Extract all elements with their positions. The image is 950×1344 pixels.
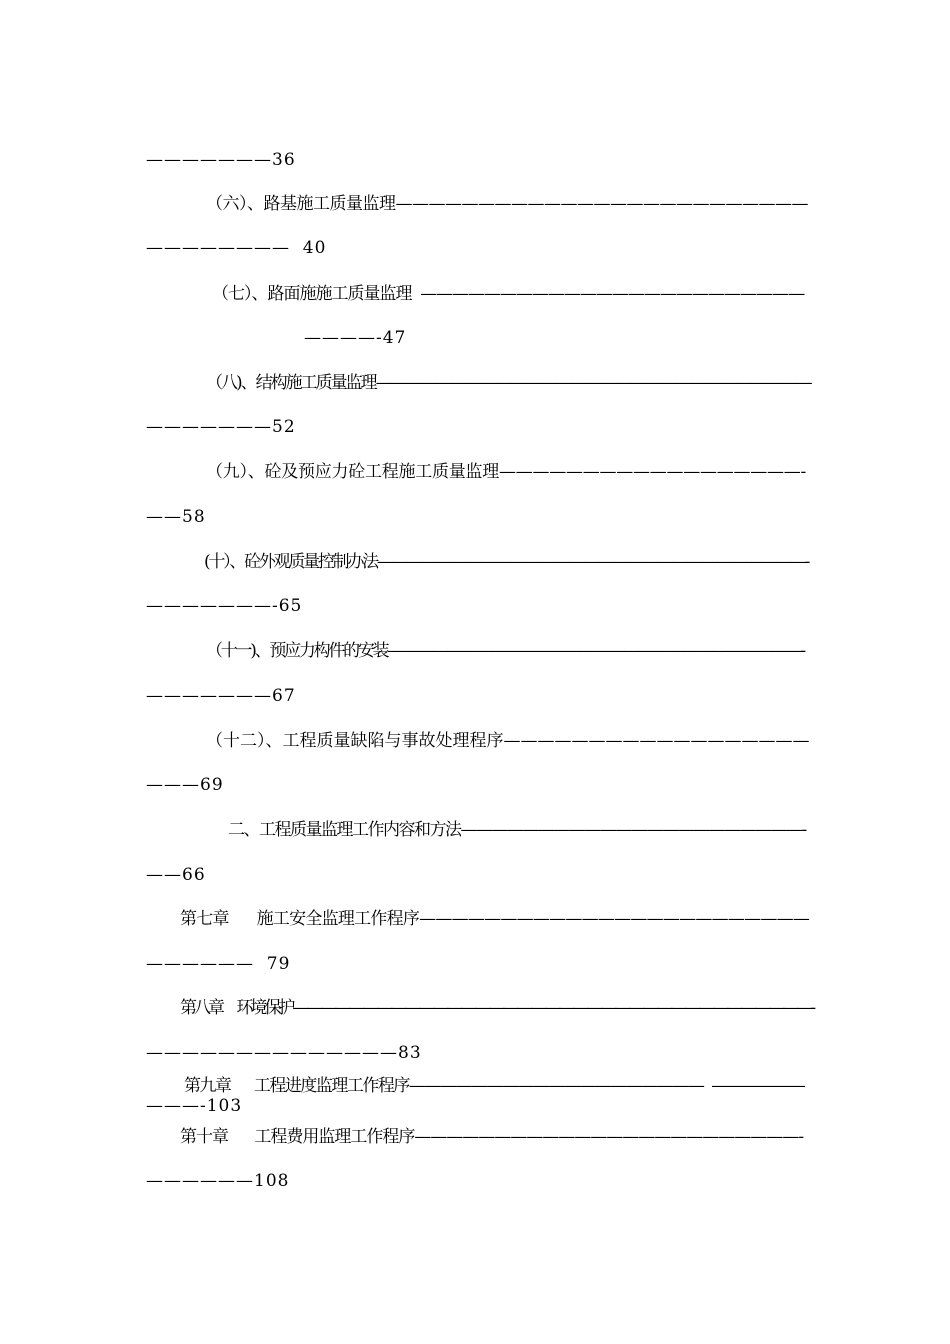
toc-line: （十一)、预应力构件的安装————————————————————————————- <box>206 641 804 661</box>
toc-line: （六）、路基施工质量监理————————————————————————— <box>206 194 808 214</box>
toc-line: ———69 <box>146 775 224 795</box>
toc-line: ———————-65 <box>146 596 303 616</box>
toc-line: ——66 <box>146 865 206 885</box>
toc-line: (十）、砼外观质量控制办法—————————————————————————————- <box>204 552 809 572</box>
toc-line: 第九章 工程进度监理工作程序——————————————————— —————— <box>184 1076 805 1096</box>
toc-line: ——————108 <box>146 1171 290 1191</box>
toc-line: 二、工程质量监理工作内容和方法——————————————————————- <box>228 820 806 840</box>
toc-line: （八)、结构施工质量监理————————————————————————————— <box>206 373 811 393</box>
toc-line: ———————— 40 <box>146 238 327 258</box>
toc-line: 第七章 施工安全监理工作程序———————————————————————— <box>180 909 810 929</box>
toc-line: ———-103 <box>146 1096 243 1116</box>
toc-line: ———————52 <box>146 417 296 437</box>
toc-line: （七）、路面施施工质量监理 ———————————————————————— <box>212 284 805 304</box>
toc-line: 第八章 环境保护—————————————————————————————————————- <box>180 998 814 1018</box>
toc-line: 第十章 工程费用监理工作程序————————————————————————- <box>180 1127 804 1147</box>
toc-line: ———————67 <box>146 686 296 706</box>
toc-line: （十二）、工程质量缺陷与事故处理程序—————————————————— <box>206 731 810 751</box>
toc-line: ———————36 <box>146 150 296 170</box>
toc-line: —————— 79 <box>146 954 291 974</box>
toc-line: ——————————————83 <box>146 1043 422 1063</box>
toc-line: ——58 <box>146 507 206 527</box>
toc-line: （九）、砼及预应力砼工程施工质量监理——————————————————- <box>206 462 806 482</box>
toc-line: ————-47 <box>304 328 407 348</box>
